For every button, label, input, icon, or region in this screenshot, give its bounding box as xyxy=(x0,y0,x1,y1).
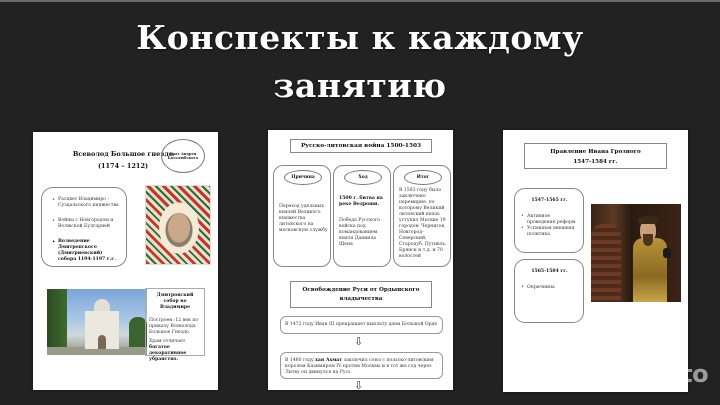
hat-shape xyxy=(638,216,658,224)
period-box xyxy=(514,259,584,323)
column-header-oval: Итог xyxy=(404,170,442,185)
column-text: Победа Русского войска под командованием князя Даниила Щеня xyxy=(339,218,381,247)
column-course xyxy=(333,165,391,267)
caption-bold: богатое декоративное убранство. xyxy=(149,345,187,362)
caption-plain: Храм отличает xyxy=(149,339,186,344)
event-box xyxy=(280,352,443,379)
event-text: В 1480 году xyxy=(285,358,316,363)
bullet-item: • Опричнина xyxy=(521,285,578,291)
caption-title: Дмитровский собор во Владимире xyxy=(156,293,194,310)
staff-shape xyxy=(663,248,671,258)
column-text-bold: 1500 г. битва на реке Ведроши. xyxy=(339,196,383,207)
door-shape xyxy=(98,335,106,349)
title-line-1: Правление Ивана Грозного xyxy=(550,149,641,155)
avito-watermark xyxy=(614,360,708,388)
title-line-1: Всеволод Большое гнездо xyxy=(72,150,174,158)
event-text: заключил союз с польско-литовским королем Казимиром IV против Москвы и в тот же год через Литву он двинулся на Русь xyxy=(285,358,434,375)
bullet-item: • Активное проведение реформ xyxy=(521,214,578,226)
event-box: В 1472 году Иван III прекращает выплату дани Большой Орде xyxy=(280,316,443,334)
event-text-bold: хан Ахмат xyxy=(315,358,343,363)
bullet-item: • Возведение Дмитровского (Дмитриевский) собора 1194-1197 г.г. xyxy=(52,239,120,263)
note-oval: Брат Андрея Боголюбского xyxy=(161,139,205,173)
slide-title: Русско-литовская война 1500-1503 xyxy=(290,139,432,153)
column-header-oval: Причина xyxy=(284,170,322,185)
arrow-down-icon: ⇩ xyxy=(354,335,364,348)
slide-vsevolod[interactable] xyxy=(33,132,218,390)
caption-box xyxy=(145,288,205,362)
headline xyxy=(0,14,720,110)
avito-text: Avito xyxy=(641,360,709,388)
avito-logo-icon xyxy=(614,361,640,387)
arrow-down-icon: ⇩ xyxy=(354,379,364,390)
section-title: Освобождение Руси от Ордынского владычества xyxy=(290,281,432,308)
bullet-item: • Расцвет Владимиро - Суздальского княжества xyxy=(52,197,120,209)
slide-title xyxy=(524,143,667,169)
trees-shape xyxy=(47,289,67,355)
period-box xyxy=(514,188,584,253)
column-cause xyxy=(273,165,331,267)
column-text: Переход удельных князей Великого княжества литовского на московскую службу xyxy=(279,204,328,233)
portrait-image xyxy=(145,185,211,265)
bullets-box xyxy=(41,187,127,267)
title-line-2: 1547-1584 гг. xyxy=(573,159,618,165)
bullet-item: • Войны с Новгородом и Волжской Булгарией xyxy=(52,218,120,230)
column-result xyxy=(393,165,451,267)
caption-text: Построен: 12 век по приказу Всеволода Большое Гнездо. xyxy=(149,318,199,335)
beard-shape xyxy=(643,234,653,246)
title-line-2: (1174 – 1212) xyxy=(97,162,149,170)
headline-line-1: Конспекты к каждому xyxy=(136,18,584,57)
caption-text-2 xyxy=(149,339,201,363)
period-label: 1547-1565 гг. xyxy=(531,198,568,203)
headline-line-2: занятию xyxy=(273,66,447,105)
column-header-oval: Ход xyxy=(344,170,382,185)
robe-shape xyxy=(591,224,621,302)
period-label: 1565-1584 гг. xyxy=(531,269,568,274)
slide-russo-lithuanian-war[interactable] xyxy=(268,130,453,390)
top-edge xyxy=(0,0,720,2)
ivan-painting xyxy=(591,204,681,302)
robe-shape xyxy=(633,238,667,302)
slide-ivan-the-terrible[interactable] xyxy=(503,130,688,392)
bullet-item: • Успешная внешняя политика xyxy=(521,226,578,238)
column-text: В 1503 году было заключено перемирие, по которому Великий литовский князь уступил Москве 19 городов: Чернигов, Новгород-Северский, Стародуб, Путивль, Брянск и т.д. и 70 волостей xyxy=(399,188,447,259)
cathedral-photo xyxy=(47,289,147,355)
